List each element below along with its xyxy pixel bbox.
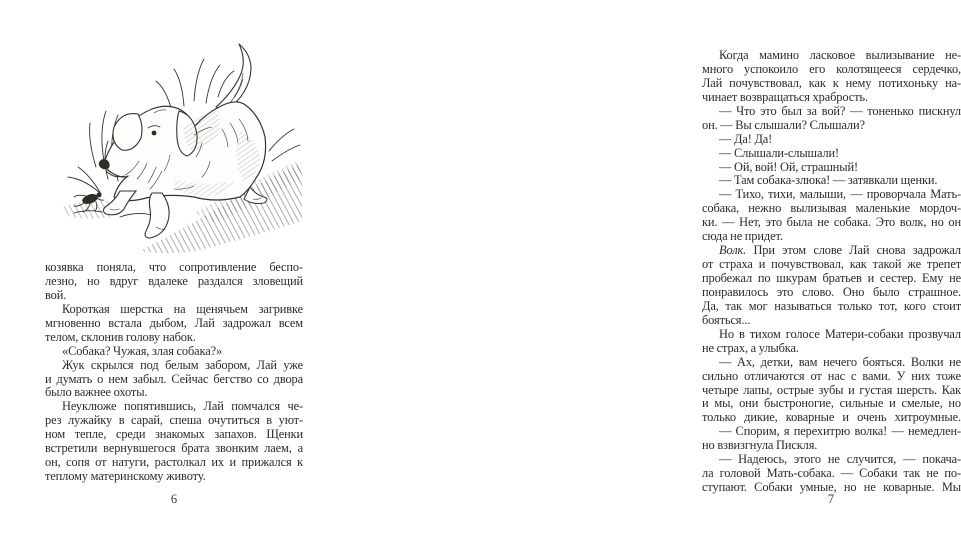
text-line: теплому материнскому животу. — [45, 469, 206, 484]
text-line: рез лужайку в сарай, спеша очутиться в уют- — [45, 413, 303, 428]
text-line: сюда не придет. — [702, 229, 783, 244]
text-line: от страха и почувствовал, как такой же трепет — [702, 257, 961, 272]
text-line: Да, так мог называться только тот, кого стоит — [702, 298, 961, 313]
text-line: — Там собака-злюка! — затявкали щенки. — [719, 173, 938, 188]
text-line: он, сопя от натуги, растолкал их и прижался к — [45, 455, 303, 470]
text-line: понравилось это слово. Оно было страшное. — [702, 284, 961, 299]
text-line: Неуклюже попятившись, Лай помчался че- — [62, 399, 303, 414]
page-right-text — [702, 49, 961, 495]
text-line: — Тихо, тихи, малыши, — проворчала Мать- — [719, 187, 961, 202]
text-line: но взвизгнула Пискля. — [702, 438, 818, 453]
text-line: Волк. При этом слове Лай снова задрожал — [719, 243, 961, 258]
text-line: ном тепле, среди знакомых запахов. Щенки — [45, 427, 303, 442]
text-line: вой. — [45, 287, 67, 302]
text-line: ступают. Собаки умные, но не коварные. Мы — [702, 480, 961, 495]
text-line: много успокоило его колотящееся сердечко, — [702, 61, 961, 76]
text-line: — Слышали-слышали! — [719, 145, 840, 160]
text-line: Жук скрылся под белым забором, Лай уже — [62, 357, 303, 372]
text-line: сильно отличаются от нас с вами. У них тоже — [702, 368, 961, 383]
text-line: встретили вернувшегося брата звонким лаем, а — [45, 441, 303, 456]
text-line: — Ах, детки, вам нечего бояться. Волки не — [719, 354, 961, 369]
text-line: и мы, они быстроногие, сильные и смелые, но — [702, 396, 961, 411]
text-line: — Что это был за вой? — тоненько пискнул — [719, 103, 961, 118]
text-line: пробежал по шкурам братьев и сестер. Ему не — [702, 271, 961, 285]
text-line: — Спорим, я перехитрю волка! — немедлен- — [719, 424, 961, 439]
page-number-right: 7 — [827, 492, 835, 506]
text-line: и думать о нем забыл. Сейчас бегство со двора — [45, 371, 303, 386]
text-line: — Да! Да! — [719, 131, 773, 146]
text-line: только дикие, коварные и очень хитроумные. — [702, 410, 961, 425]
puppy-tail — [216, 44, 251, 111]
text-line: ки. — Нет, это была не собака. Это волк, но он — [702, 215, 961, 230]
page-left-text — [45, 261, 303, 484]
text-line: телом, склонив голову набок. — [45, 329, 196, 344]
text-line: «Собака? Чужая, злая собака?» — [62, 343, 223, 358]
text-line: четыре лапы, острые зубы и густая шерсть. Как — [702, 382, 961, 397]
text-line: козявка поняла, что сопротивление беспо- — [45, 260, 303, 274]
puppy-front-leg — [145, 193, 169, 238]
puppy-beetle-illustration — [44, 11, 304, 257]
page-number-left: 6 — [170, 492, 178, 506]
text-line: он. — Вы слышали? Слышали? — [702, 117, 865, 132]
text-line: Но в тихом голосе Матери-собаки прозвучал — [719, 326, 961, 341]
text-line: лезно, но вдруг вдалеке раздался зловещий — [45, 273, 303, 288]
text-line: собака, нежно вылизывая маленькие мордоч- — [702, 201, 961, 216]
puppy-eye — [152, 131, 157, 136]
text-line: — Надеюсь, этого не случится, — покача- — [719, 452, 961, 467]
text-line: Короткая шерстка на щенячьем загривке — [62, 301, 303, 316]
page-right — [337, 0, 961, 544]
text-line: чинает возвращаться храбрость. — [702, 89, 868, 104]
page-left — [0, 0, 337, 544]
text-line: Лай почувствовал, как к нему потихоньку на- — [702, 75, 961, 90]
text-line: ла головой Мать-собака. — Собаки так не по- — [702, 466, 961, 481]
text-line: — Ой, вой! Ой, страшный! — [719, 159, 858, 174]
text-line: мгновенно встала дыбом, Лай задрожал всем — [45, 315, 303, 330]
text-line: Когда мамино ласковое вылизывание не- — [719, 48, 961, 62]
text-line: было важнее охоты. — [45, 385, 148, 400]
text-line: не страх, а улыбка. — [702, 340, 799, 355]
text-line: бояться... — [702, 312, 751, 327]
